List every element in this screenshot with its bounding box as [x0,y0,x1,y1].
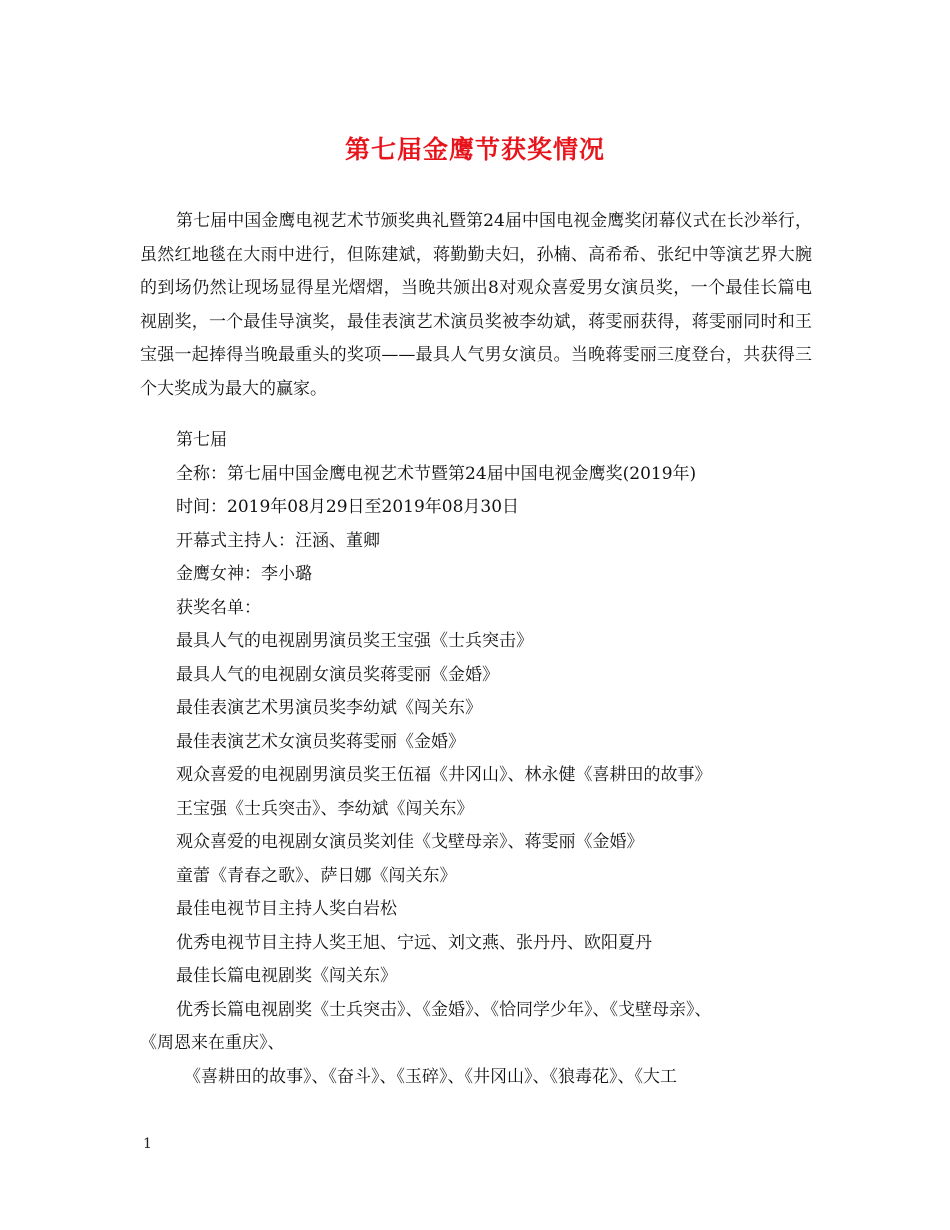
list-item: 最佳表演艺术女演员奖蒋雯丽《金婚》 [176,731,465,752]
list-item: 时间：2019年08月29日至2019年08月30日 [176,497,520,517]
list-item: 金鹰女神：李小璐 [176,564,312,584]
list-item: 最佳表演艺术男演员奖李幼斌《闯关东》 [176,698,482,718]
list-item: 观众喜爱的电视剧男演员奖王伍福《井冈山》、林永健《喜耕田的故事》 [176,765,712,785]
award-list [140,424,820,1094]
list-item: 《周恩来在重庆》、 [140,1033,285,1053]
list-item: 《喜耕田的故事》、《奋斗》、《玉碎》、《井冈山》、《狼毒花》、《大工 [184,1066,677,1087]
list-item: 优秀电视节目主持人奖王旭、宁远、刘文燕、张丹丹、欧阳夏丹 [176,932,652,953]
list-item: 最佳电视节目主持人奖白岩松 [176,899,397,919]
list-item: 全称：第七届中国金鹰电视艺术节暨第24届中国电视金鹰奖(2019年) [176,463,697,484]
list-item: 王宝强《士兵突击》、李幼斌《闯关东》 [176,798,474,819]
page-number: 1 [143,1136,152,1152]
document-title: 第七届金鹰节获奖情况 [344,135,605,164]
intro-paragraph: 第七届中国金鹰电视艺术节颁奖典礼暨第24届中国电视金鹰奖闭幕仪式在长沙举行，虽然红地毯在大雨中进行，但陈建斌，蒋勤勤夫妇，孙楠、高希希、张纪中等演艺界大腕的到场仍然让现场显得星光熠熠，当晚共颁出8对观众喜爱男女演员奖，一个最佳长篇电视剧奖，一个最佳导演奖，最佳表演艺术演员奖被李幼斌，蒋雯丽获得，蒋雯丽同时和王宝强一起捧得当晚最重头的奖项——最具人气男女演员。当晚蒋雯丽三度登台，共获得三个大奖成为最大的赢家。 [140,211,812,399]
list-item: 最佳长篇电视剧奖《闯关东》 [176,966,397,986]
list-item: 开幕式主持人：汪涵、董卿 [176,530,380,551]
list-item: 童蕾《青春之歌》、萨日娜《闯关东》 [176,865,457,886]
list-item: 观众喜爱的电视剧女演员奖刘佳《戈壁母亲》、蒋雯丽《金婚》 [176,832,644,852]
list-item: 第七届 [176,430,227,450]
list-item: 优秀长篇电视剧奖《士兵突击》、《金婚》、《恰同学少年》、《戈壁母亲》、 [176,999,712,1020]
list-item: 最具人气的电视剧女演员奖蒋雯丽《金婚》 [176,664,499,685]
list-item: 获奖名单： [176,597,261,618]
list-item: 最具人气的电视剧男演员奖王宝强《士兵突击》 [176,631,533,651]
